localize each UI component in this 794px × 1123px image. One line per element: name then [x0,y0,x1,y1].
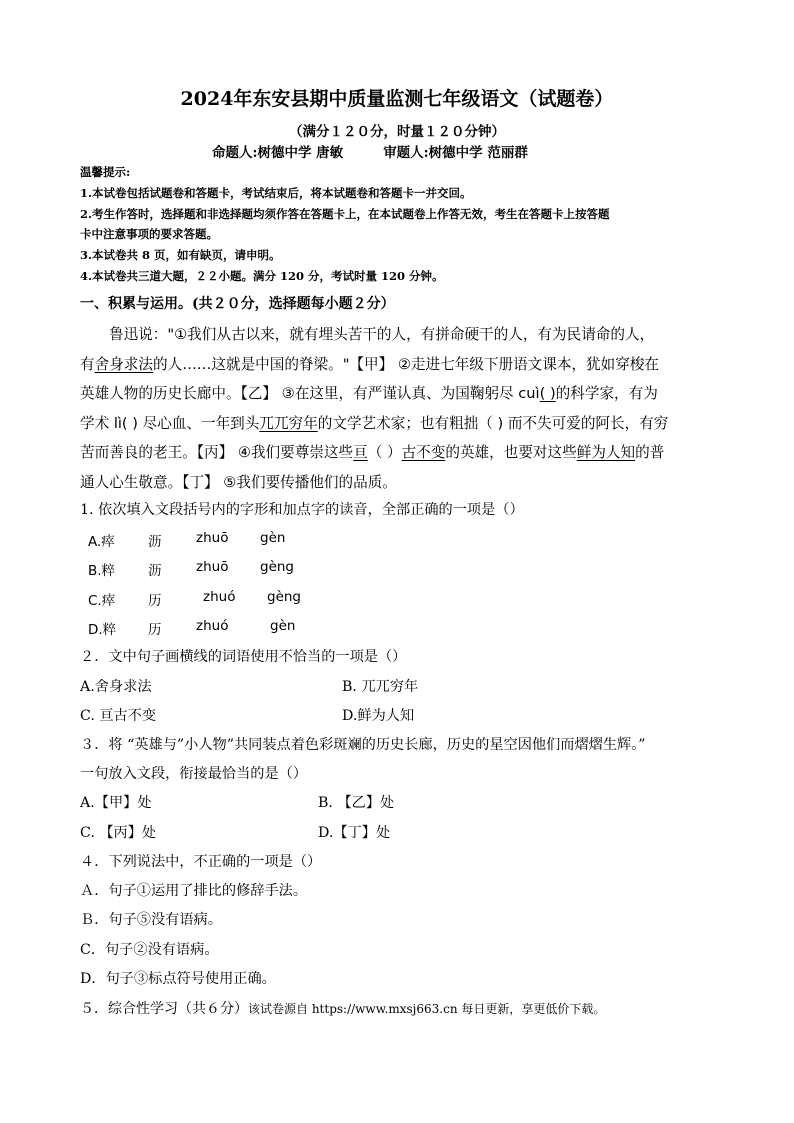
passage-line: 学术 lì( ) 尽心血、一年到头兀兀穷年的文学艺术家；也有粗拙（ ) 而不失可爱的阿长，有穷 [80,414,669,432]
q1-option-b-char1: B.粹 [88,563,116,579]
q2-option-c: C. 亘古不变 [80,708,157,724]
source-note: 该试卷源自 https://www.mxsj663.cn 每日更新，享更低价下载。 [248,1002,606,1016]
question-3-stem: ３．将 “英雄与”小人物”共同装点着色彩斑斓的历史长廊，历史的星空因他们而熠熠生辉。” [80,737,646,753]
underlined-phrase: 亘 [353,444,368,461]
q4-option-d: D．句子③标点符号使用正确。 [80,971,276,987]
q1-option-c-pinyin1: zhuó [203,589,236,605]
q1-option-d-pinyin2: gèn [270,618,296,634]
underlined-phrase: 古不变 [401,444,446,461]
passage-line: 英雄人物的历史长廊中。【乙】 ③在这里，有严谨认真、为国鞠躬尽 cuì( )的科学家，有为 [80,385,658,402]
question-4-stem: ４．下列说法中，不正确的一项是（） [80,854,322,870]
tip-item: 1.本试卷包括试题卷和答题卡，考试结束后，将本试题卷和答题卡一并交回。 [80,186,472,200]
passage-line: 有舍身求法的人……这就是中国的脊梁。"【甲】 ②走进七年级下册语文课本，犹如穿梭在 [80,355,660,373]
q1-option-d-pinyin1: zhuó [196,618,229,634]
tip-item: 4.本试卷共三道大题，２２小题。满分 120 分，考试时量 120 分钟。 [80,269,444,283]
q4-option-b: Ｂ．句子⑤没有语病。 [80,912,222,928]
tip-item: 卡中注意事项的要求答题。 [80,227,218,241]
q2-option-b: B. 兀兀穷年 [342,679,419,695]
q1-option-b-pinyin2: gèng [260,559,295,575]
q3-option-c: C. 【丙】处 [80,825,157,841]
q1-option-a-pinyin1: zhuō [196,530,229,546]
reviewer: 审题人:树德中学 范丽群 [383,145,528,161]
q1-option-a-char2: 沥 [148,534,162,550]
tips-heading: 温馨提示: [80,165,131,179]
q1-option-d-char2: 历 [148,622,162,638]
q2-option-d: D.鲜为人知 [342,708,415,724]
reading-passage [80,320,720,497]
q1-option-b-pinyin1: zhuō [196,559,229,575]
q4-option-c: C．句子②没有语病。 [80,942,219,958]
underlined-phrase: 兀兀穷年 [259,414,318,432]
author-line [212,141,528,161]
question-1-stem: 1. 依次填入文段括号内的字形和加点字的读音，全部正确的一项是（） [80,502,524,518]
score-time-line: （满分１２０分，时量１２０分钟） [289,124,505,140]
passage-line: 苦而善良的老王。【丙】 ④我们要尊崇这些亘（ ）古不变的英雄，也要对这些鲜为人知的普 [80,444,665,461]
section-heading: 一、积累与运用。(共２０分，选择题每小题２分） [80,296,395,312]
q3-option-b: B. 【乙】处 [318,795,395,811]
q1-option-a-char1: A.瘁 [88,534,115,550]
underlined-phrase: 舍身求法 [94,355,153,373]
underlined-phrase: 鲜为人知 [576,444,636,461]
question-3-stem-cont: 一句放入文段，衔接最恰当的是（） [80,766,308,782]
blank-bracket: ( ) [539,385,556,402]
q3-option-d: D.【丁】处 [318,825,391,841]
author: 命题人:树德中学 唐敏 [212,145,344,161]
q3-option-a: A.【甲】处 [80,795,152,811]
q1-option-c-char2: 历 [148,593,162,609]
q1-option-c-pinyin2: gèng [267,589,302,605]
q1-option-d-char1: D.粹 [88,622,117,638]
q4-option-a: Ａ．句子①运用了排比的修辞手法。 [80,883,308,899]
tip-item: 3.本试卷共 8 页，如有缺页，请申明。 [80,248,281,262]
question-5-line [80,998,605,1018]
passage-line: 鲁迅说："①我们从古以来，就有埋头苦干的人，有拼命硬干的人，有为民请命的人， [109,326,655,343]
tip-item: 2.考生作答时，选择题和非选择题均须作答在答题卡上，在本试题卷上作答无效，考生在答题卡上按答题 [80,207,610,221]
q1-option-c-char1: C.瘁 [88,593,116,609]
passage-line: 通人心生敬意。【丁】 ⑤我们要传播他们的品质。 [80,473,397,491]
q1-option-a-pinyin2: gèn [260,530,286,546]
question-2-stem: ２．文中句子画横线的词语使用不恰当的一项是（） [80,649,407,665]
q1-option-b-char2: 沥 [148,563,162,579]
page-title: 2024年东安县期中质量监测七年级语文（试题卷） [180,88,614,110]
question-5-stem: ５．综合性学习（共６分） [80,1001,248,1017]
q2-option-a: A.舍身求法 [80,679,152,695]
